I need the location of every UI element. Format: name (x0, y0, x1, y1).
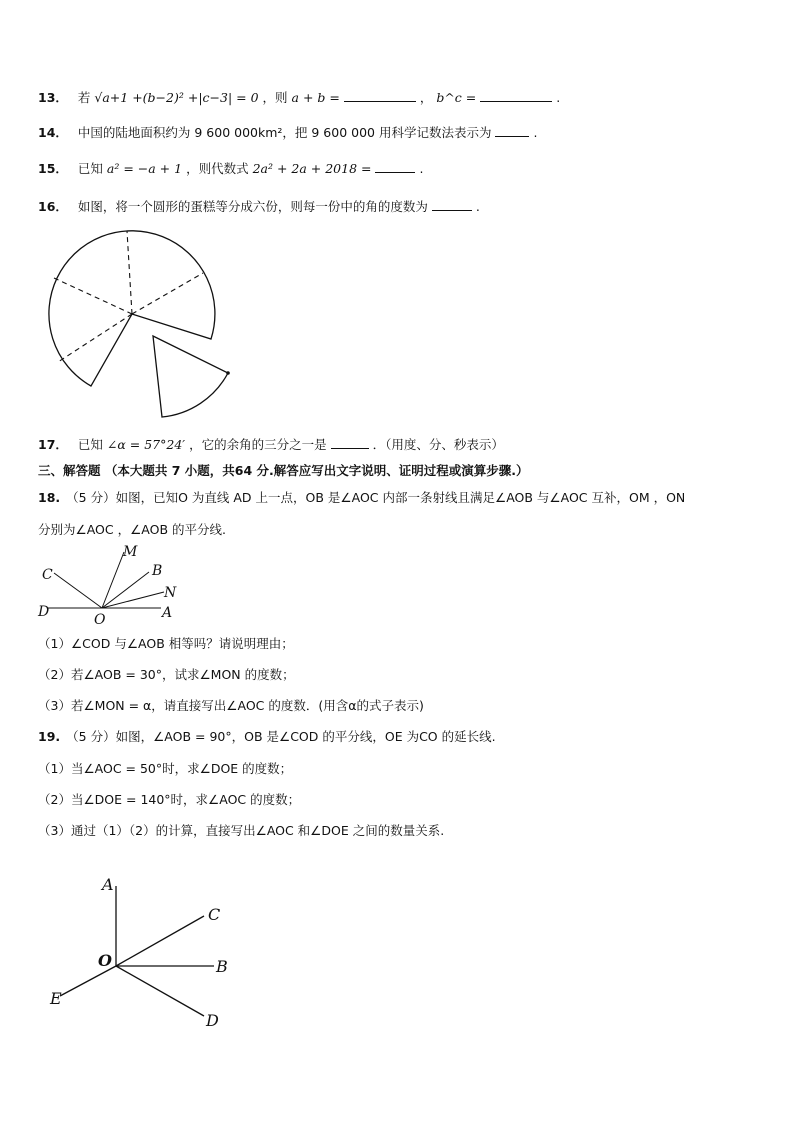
question-19-part-1: （1）当∠AOC = 50°时，求∠DOE 的度数； (38, 761, 293, 776)
cut-line (58, 314, 132, 362)
question-text: 已知 (77, 437, 103, 452)
question-text: 已知 (77, 161, 103, 176)
angle-figure-19 (46, 870, 246, 1040)
period: . (419, 161, 424, 176)
answer-blank[interactable] (344, 89, 416, 102)
cut-line (127, 231, 132, 314)
equation: √a+1 +(b−2)² +|c−3| = 0 (94, 90, 259, 105)
question-14 (38, 124, 537, 142)
answer-blank[interactable] (480, 89, 552, 102)
period: . (556, 90, 561, 105)
label-D: D (206, 1011, 219, 1030)
question-15 (38, 160, 423, 178)
question-number: 16． (38, 199, 68, 214)
label-C: C (42, 567, 53, 583)
label-B: B (216, 957, 228, 976)
period: . (533, 125, 538, 140)
ray-OC (116, 916, 204, 966)
question-text: ，则代数式 (186, 161, 249, 176)
expression-b-power-c: b^c = (436, 90, 477, 105)
label-A: A (102, 875, 114, 894)
question-text: （5 分）如图，已知O 为直线 AD 上一点，OB 是∠AOC 内部一条射线且满足∠AOB 与∠AOC 互补，OM ，ON (66, 490, 686, 505)
question-text: ．（用度、分、秒表示） (372, 437, 504, 452)
question-text: 若 (77, 90, 91, 105)
vertex-dot (226, 371, 230, 375)
label-M: M (123, 544, 138, 560)
cake-figure (40, 226, 240, 426)
question-13 (38, 89, 560, 107)
question-17 (38, 436, 504, 454)
question-18-part-3: （3）若∠MON = α，请直接写出∠AOC 的度数．(用含α的式子表示) (38, 698, 424, 713)
ray-ON (102, 592, 164, 608)
label-D: D (38, 604, 50, 620)
label-A: A (162, 605, 173, 621)
question-19-part-3: （3）通过（1）（2）的计算，直接写出∠AOC 和∠DOE 之间的数量关系. (38, 823, 445, 838)
question-text: （5 分）如图，∠AOB = 90°，OB 是∠COD 的平分线，OE 为CO 的延长线. (66, 729, 496, 744)
question-number: 17． (38, 437, 68, 452)
question-number: 15． (38, 161, 68, 176)
question-text: ，则 (262, 90, 288, 105)
ray-OD (116, 966, 204, 1016)
label-E: E (50, 989, 62, 1008)
cut-line (54, 278, 132, 314)
equation: a² = −a + 1 (106, 161, 183, 176)
question-19-line-1 (38, 728, 496, 746)
question-number: 19. (38, 729, 61, 744)
question-text: 如图，将一个圆形的蛋糕等分成六份，则每一份中的角的度数为 (77, 199, 428, 214)
answer-blank[interactable] (432, 198, 472, 211)
cake-slice (153, 336, 228, 417)
answer-blank[interactable] (495, 124, 529, 137)
question-19-part-2: （2）当∠DOE = 140°时，求∠AOC 的度数； (38, 792, 301, 807)
question-18-line-1 (38, 489, 685, 507)
cut-line (132, 273, 203, 314)
question-18-part-1: （1）∠COD 与∠AOB 相等吗？请说明理由； (38, 636, 294, 651)
angle-expression: ∠α = 57°24′ (106, 437, 186, 452)
ray-OE (60, 966, 116, 996)
question-number: 14． (38, 125, 68, 140)
question-text: 中国的陆地面积约为 9 600 000km²，把 9 600 000 用科学记数法表示为 (77, 125, 492, 140)
section-heading: 三、解答题 （本大题共 7 小题，共64 分.解答应写出文字说明、证明过程或演算步骤.） (38, 463, 529, 478)
expression: 2a² + 2a + 2018 = (252, 161, 372, 176)
question-text: ，它的余角的三分之一是 (189, 437, 327, 452)
label-B: B (152, 563, 163, 579)
question-18-part-2: （2）若∠AOB = 30°，试求∠MON 的度数； (38, 667, 295, 682)
label-O: O (94, 612, 106, 628)
question-number: 13． (38, 90, 68, 105)
separator: ， (419, 90, 433, 105)
cake-remaining-sector (49, 231, 215, 386)
angle-figure-18 (36, 540, 196, 630)
question-number: 18. (38, 490, 61, 505)
label-C: C (208, 905, 221, 924)
answer-blank[interactable] (331, 436, 369, 449)
label-O: O (98, 951, 112, 970)
answer-blank[interactable] (375, 160, 415, 173)
label-N: N (164, 585, 177, 601)
ray-OC (54, 573, 102, 608)
period: . (475, 199, 480, 214)
expression-a-plus-b: a + b = (291, 90, 340, 105)
question-18-line-2: 分别为∠AOC ，∠AOB 的平分线. (38, 522, 226, 537)
question-16 (38, 198, 480, 216)
